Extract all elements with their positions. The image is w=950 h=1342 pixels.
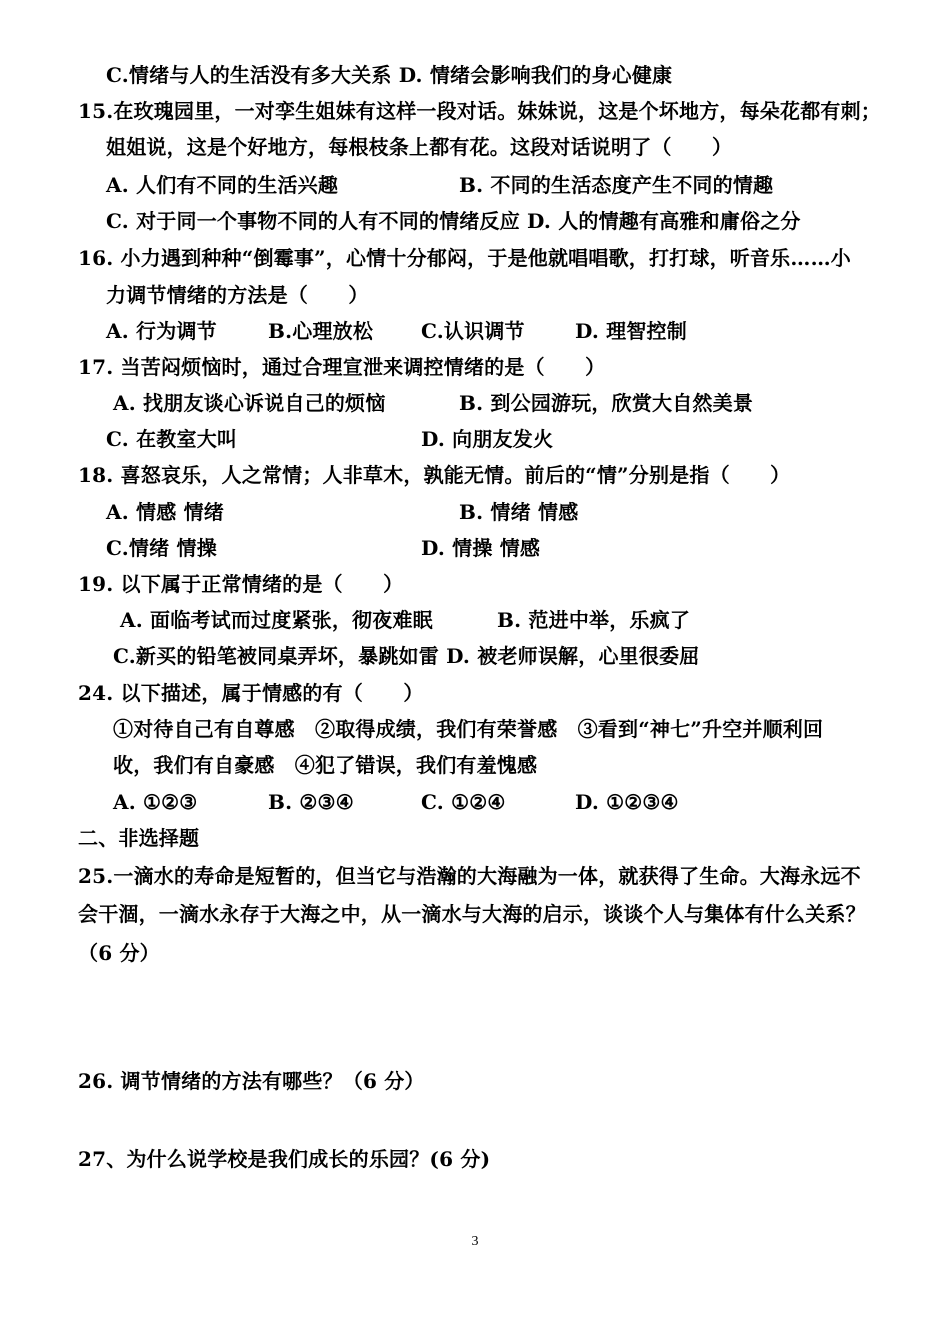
q17-option-d: D. 向朋友发火 [421, 427, 554, 451]
q16-option-b: B.心理放松 [268, 319, 374, 343]
q19-option-a: A. 面临考试而过度紧张，彻夜难眠 [120, 608, 433, 632]
q15-stem-cont: 姐姐说，这是个好地方，每根枝条上都有花。这段对话说明了（ ） [106, 135, 733, 159]
q24-items-cont: 收，我们有自豪感 ④犯了错误，我们有羞愧感 [113, 753, 538, 777]
q19-stem: 19. 以下属于正常情绪的是（ ） [78, 572, 404, 596]
q16-stem: 16. 小力遇到种种“倒霉事”，心情十分郁闷，于是他就唱唱歌，打打球，听音乐……小 [78, 246, 851, 270]
q15-stem: 15.在玫瑰园里，一对孪生姐妹有这样一段对话。妹妹说，这是个坏地方，每朵花都有刺； [78, 99, 881, 123]
section-heading: 二、非选择题 [78, 826, 200, 850]
q19-option-b: B. 范进中举，乐疯了 [497, 608, 691, 632]
q18-option-b: B. 情绪 情感 [459, 500, 579, 524]
q17-option-c: C. 在教室大叫 [106, 427, 238, 451]
q16-option-d: D. 理智控制 [575, 319, 687, 343]
q18-stem: 18. 喜怒哀乐，人之常情；人非草木，孰能无情。前后的“情”分别是指（ ） [78, 463, 791, 487]
q17-stem: 17. 当苦闷烦恼时，通过合理宣泄来调控情绪的是（ ） [78, 355, 606, 379]
q15-option-cd: C. 对于同一个事物不同的人有不同的情绪反应 D. 人的情趣有高雅和庸俗之分 [106, 209, 801, 233]
q18-option-d: D. 情操 情感 [421, 536, 541, 560]
q14-option-cd: C.情绪与人的生活没有多大关系 D. 情绪会影响我们的身心健康 [106, 63, 673, 87]
q24-items: ①对待自己有自尊感 ②取得成绩，我们有荣誉感 ③看到“神七”升空并顺利回 [113, 717, 824, 741]
q15-option-b: B. 不同的生活态度产生不同的情趣 [459, 173, 774, 197]
q18-option-a: A. 情感 情绪 [106, 500, 225, 524]
q26-stem: 26. 调节情绪的方法有哪些？（6 分） [78, 1069, 425, 1093]
q16-option-a: A. 行为调节 [106, 319, 217, 343]
q25-score: （6 分） [78, 941, 160, 965]
q17-option-b: B. 到公园游玩，欣赏大自然美景 [459, 391, 754, 415]
q16-option-c: C.认识调节 [421, 319, 525, 343]
q24-option-c: C. ①②④ [421, 790, 506, 814]
q17-option-a: A. 找朋友谈心诉说自己的烦恼 [113, 391, 386, 415]
q25-stem: 25.一滴水的寿命是短暂的，但当它与浩瀚的大海融为一体，就获得了生命。大海永远不 [78, 864, 861, 888]
q24-option-a: A. ①②③ [113, 790, 198, 814]
q15-option-a: A. 人们有不同的生活兴趣 [106, 173, 339, 197]
q25-stem-cont: 会干涸，一滴水永存于大海之中，从一滴水与大海的启示，谈谈个人与集体有什么关系？ [78, 902, 866, 926]
q19-option-cd: C.新买的铅笔被同桌弄坏，暴跳如雷 D. 被老师误解，心里很委屈 [113, 644, 700, 668]
page-number: 3 [471, 1234, 479, 1249]
q18-option-c: C.情绪 情操 [106, 536, 217, 560]
q27-stem: 27、为什么说学校是我们成长的乐园？(6 分) [78, 1147, 491, 1171]
q24-option-b: B. ②③④ [268, 790, 354, 814]
q24-stem: 24. 以下描述，属于情感的有（ ） [78, 681, 424, 705]
q24-option-d: D. ①②③④ [575, 790, 679, 814]
q16-stem-cont: 力调节情绪的方法是（ ） [106, 283, 369, 307]
